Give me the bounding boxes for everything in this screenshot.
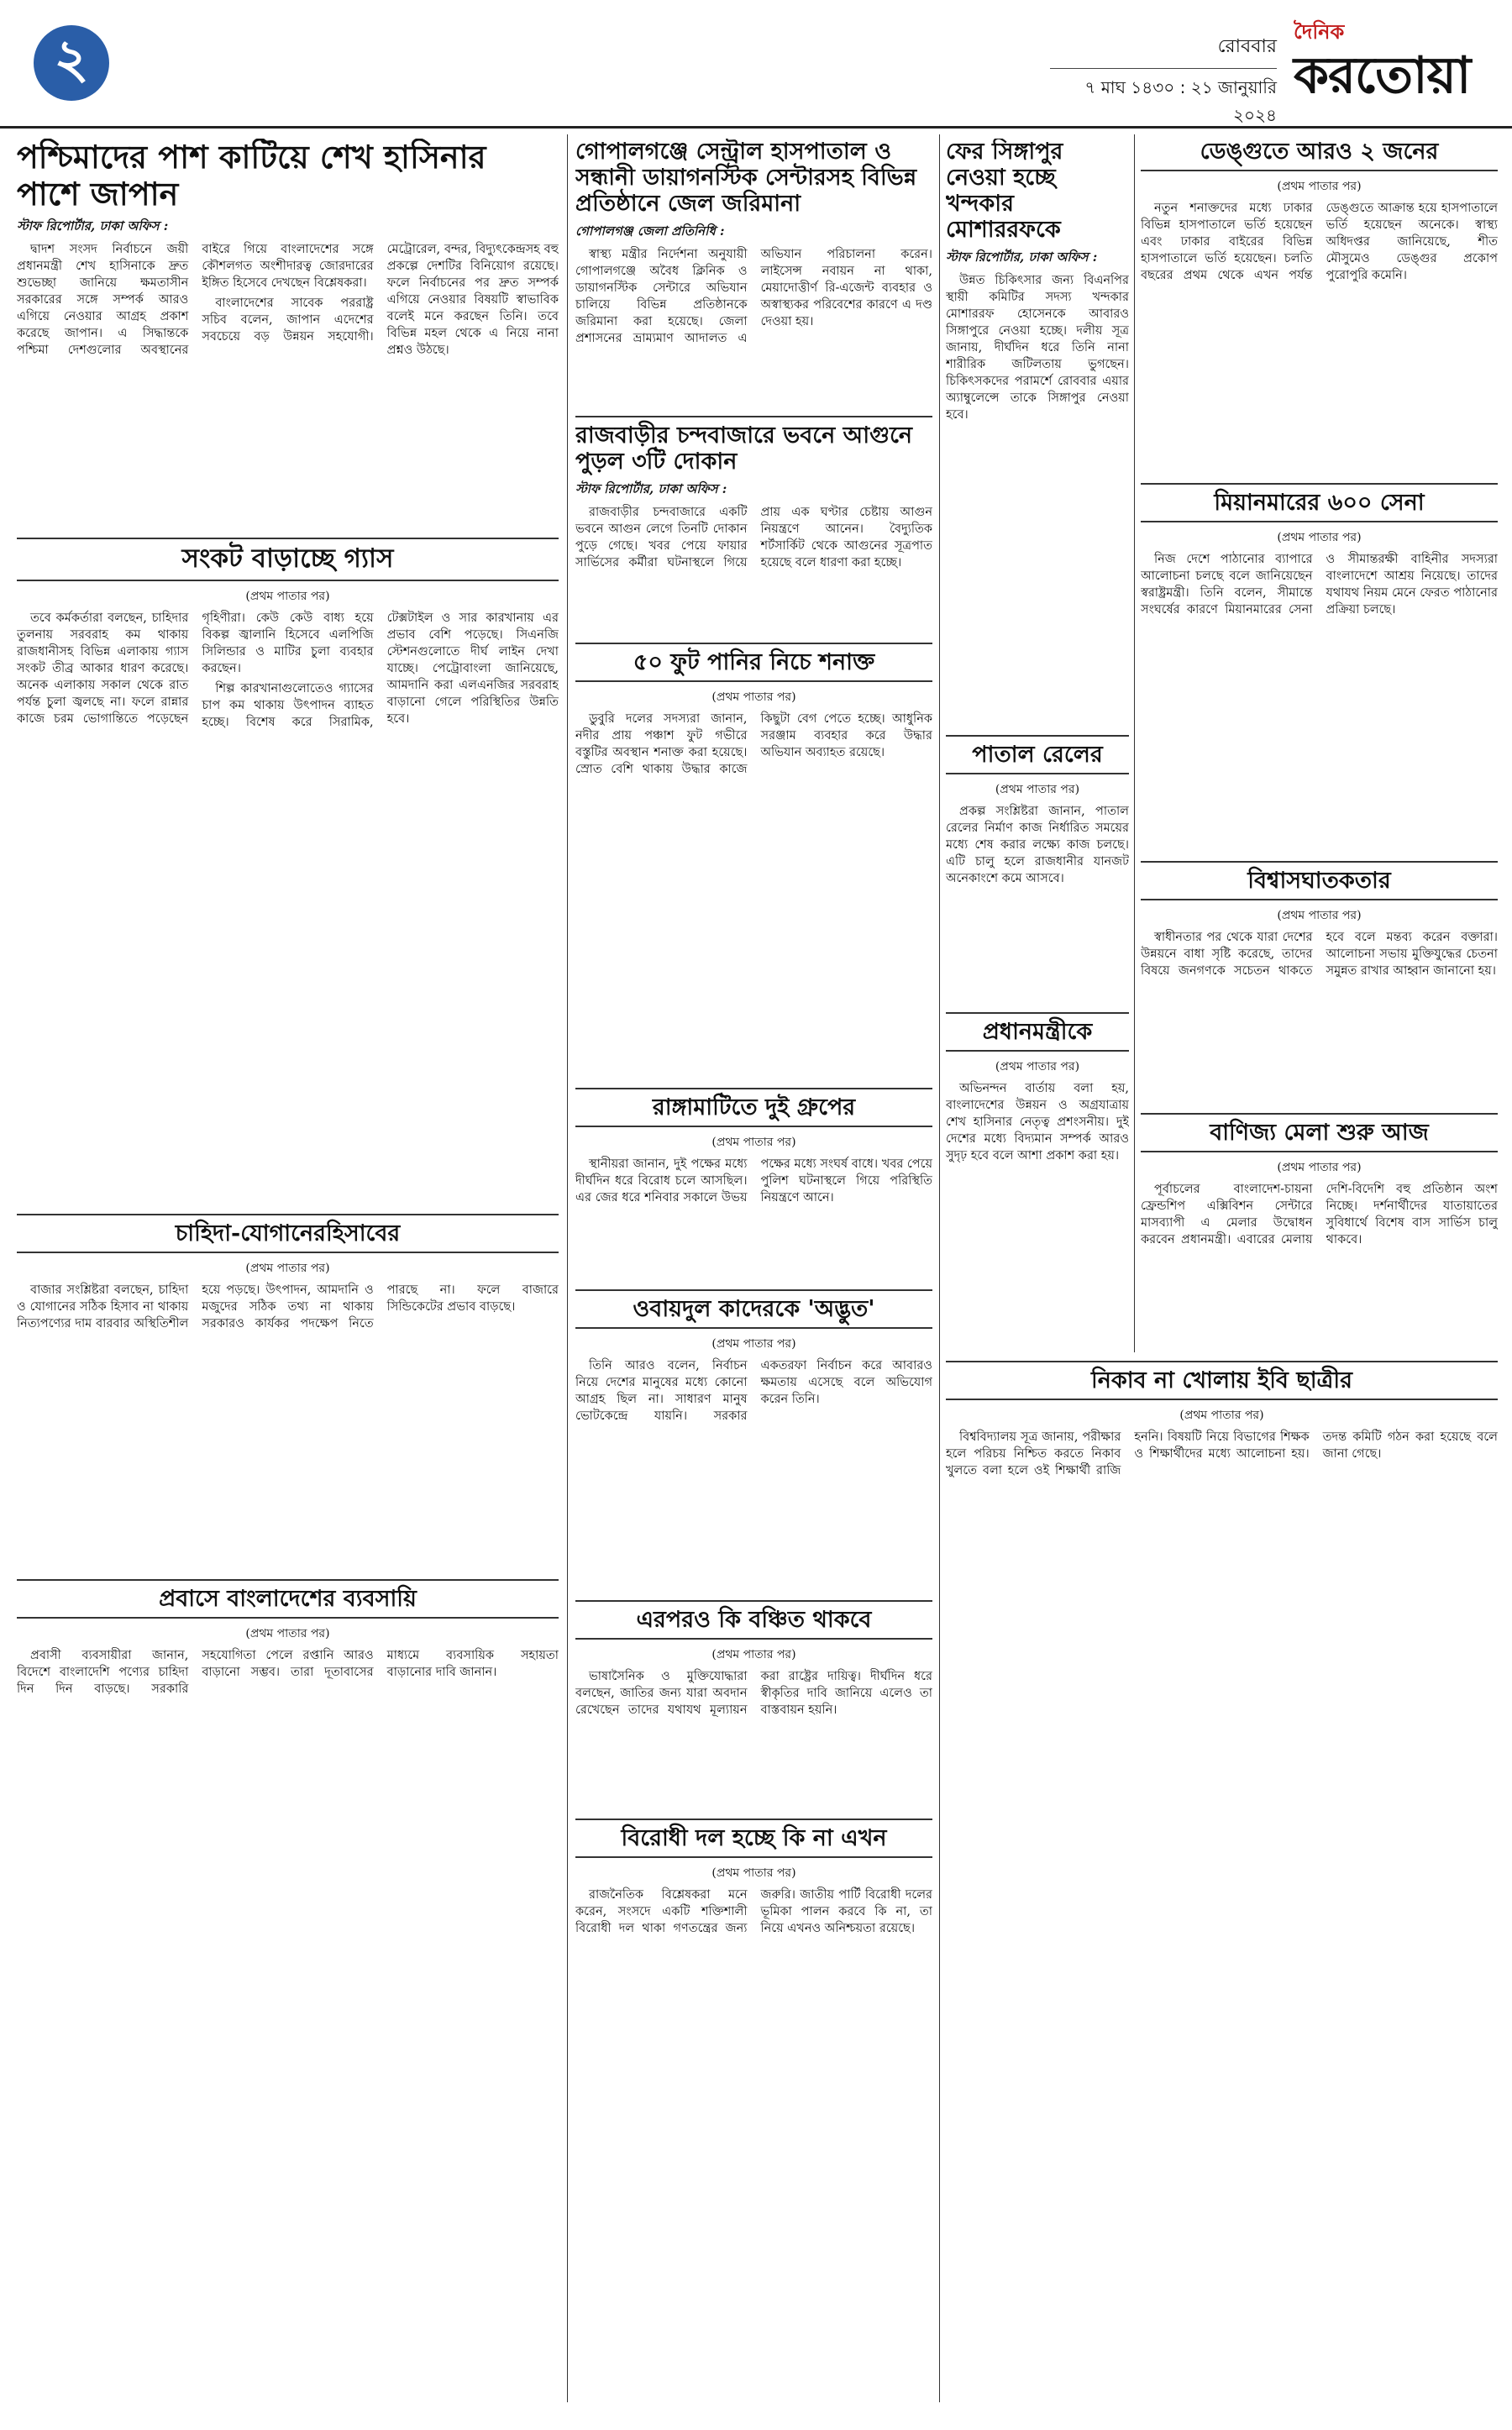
- story-myanmar: [1141, 483, 1498, 859]
- paragraph: বাজার সংশ্লিষ্টরা বলছেন, চাহিদা ও যোগানের সঠিক হিসাব না থাকায় নিত্যপণ্যের দাম বারবার অস্থিতিশীল হয়ে পড়ছে। উৎপাদন, আমদানি ও মজুদের সঠিক তথ্য না থাকায় সরকারও কার্যকর পদক্ষেপ নিতে পারছে না। ফলে বাজারে সিন্ডিকেটের প্রভাব বাড়ছে।: [17, 1283, 559, 1331]
- paragraph: ডুবুরি দলের সদস্যরা জানান, নদীর প্রায় পঞ্চাশ ফুট গভীরে বস্তুটির অবস্থান শনাক্ত করা হয়েছে। স্রোত বেশি থাকায় উদ্ধার কাজে কিছুটা বেগ পেতে হচ্ছে। আধুনিক সরঞ্জাম ব্যবহার করে উদ্ধার অভিযান অব্যাহত রয়েছে।: [575, 712, 932, 777]
- continued-label: (প্রথম পাতার পর): [1277, 531, 1362, 545]
- continued-label: (প্রথম পাতার পর): [1277, 909, 1362, 923]
- paragraph: শিল্প কারখানাগুলোতেও গ্যাসের চাপ কম থাকায় উৎপাদন ব্যাহত হচ্ছে। বিশেষ করে সিরামিক, টেক্সটাইল ও সার কারখানায় এর প্রভাব বেশি পড়েছে। সিএনজি স্টেশনগুলোতে দীর্ঘ লাইন দেখা যাচ্ছে। পেট্রোবাংলা জানিয়েছে, আমদানি করা এলএনজির সরবরাহ বাড়ানো গেলে পরিস্থিতির উন্নতি হবে।: [202, 611, 559, 729]
- story-rangamati: [575, 1088, 932, 1288]
- story-rajbari: [575, 416, 932, 641]
- headline: গোপালগঞ্জে সেন্ট্রাল হাসপাতাল ও সন্ধানী ডায়াগনস্টিক সেন্টারসহ বিভিন্ন প্রতিষ্ঠানে জেল জরিমানা: [575, 139, 917, 218]
- paragraph: বাংলাদেশের সাবেক পররাষ্ট্র সচিব বলেন, জাপান এদেশের সবচেয়ে বড় উন্নয়ন সহযোগী। মেট্রোরেল, বন্দর, বিদ্যুৎকেন্দ্রসহ বহু প্রকল্পে দেশটির বিনিয়োগ রয়েছে। ফলে নির্বাচনের পর দ্রুত সম্পর্ক এগিয়ে নেওয়ার বিষয়টি স্বাভাবিক বলেই মনে করছেন তিনি। তবে বিভিন্ন মহল থেকে এ নিয়ে নানা প্রশ্নও উঠছে।: [202, 243, 559, 358]
- story-probash: [17, 1579, 559, 2056]
- headline: চাহিদা-যোগানেরহিসাবের: [175, 1220, 401, 1246]
- paragraph: স্থানীয়রা জানান, দুই পক্ষের মধ্যে দীর্ঘদিন ধরে বিরোধ চলে আসছিল। এর জের ধরে শনিবার সকালে উভয় পক্ষের মধ্যে সংঘর্ষ বাধে। খবর পেয়ে পুলিশ ঘটনাস্থলে গিয়ে পরিস্থিতি নিয়ন্ত্রণে আনে।: [575, 1157, 932, 1205]
- paragraph: নিজ দেশে পাঠানোর ব্যাপারে আলোচনা চলছে বলে জানিয়েছেন স্বরাষ্ট্রমন্ত্রী। তিনি বলেন, সীমান্তে সংঘর্ষের কারণে মিয়ানমারের সেনা ও সীমান্তরক্ষী বাহিনীর সদস্যরা বাংলাদেশে আশ্রয় নিয়েছে। তাদের যথাযথ নিয়ম মেনে ফেরত পাঠানোর প্রক্রিয়া চলছে।: [1141, 553, 1498, 617]
- story-pm: [946, 1012, 1129, 1355]
- story-banijya: [1141, 1113, 1498, 1355]
- headline: রাঙ্গামাটিতে দুই গ্রুপের: [652, 1094, 856, 1121]
- headline: বিশ্বাসঘাতকতার: [1247, 868, 1391, 894]
- byline: স্টাফ রিপোর্টার, ঢাকা অফিস :: [946, 249, 1098, 265]
- headline: সংকট বাড়াচ্ছে গ্যাস: [181, 543, 394, 574]
- byline: গোপালগঞ্জ জেলা প্রতিনিধি :: [575, 223, 725, 239]
- story-birodhi: [575, 1819, 932, 2077]
- paragraph: ভাষাসৈনিক ও মুক্তিযোদ্ধারা বলছেন, জাতির জন্য যারা অবদান রেখেছেন তাদের যথাযথ মূল্যায়ন করা রাষ্ট্রের দায়িত্ব। দীর্ঘদিন ধরে স্বীকৃতির দাবি জানিয়ে এলেও তা বাস্তবায়ন হয়নি।: [575, 1670, 932, 1718]
- paragraph: স্বাধীনতার পর থেকে যারা দেশের উন্নয়নে বাধা সৃষ্টি করেছে, তাদের বিষয়ে জনগণকে সচেতন থাকতে হবে বলে মন্তব্য করেন বক্তারা। আলোচনা সভায় মুক্তিযুদ্ধের চেতনা সমুন্নত রাখার আহ্বান জানানো হয়।: [1141, 931, 1498, 979]
- continued-label: (প্রথম পাতার পর): [995, 783, 1080, 797]
- story-gas: [17, 538, 559, 1204]
- column-divider: [567, 134, 568, 2402]
- headline: প্রধানমন্ত্রীকে: [982, 1019, 1093, 1045]
- paragraph: পূর্বাচলের বাংলাদেশ-চায়না ফ্রেন্ডশিপ এক্সিবিশন সেন্টারে মাসব্যাপী এ মেলার উদ্বোধন করবেন প্রধানমন্ত্রী। এবারের মেলায় দেশি-বিদেশি বহু প্রতিষ্ঠান অংশ নিচ্ছে। দর্শনার্থীদের যাতায়াতের সুবিধার্থে বিশেষ বাস সার্ভিস চালু থাকবে।: [1141, 1183, 1498, 1247]
- headline: ওবায়দুল কাদেরকে 'অদ্ভুত': [633, 1296, 875, 1322]
- story-gopalganj: [575, 139, 932, 407]
- story-nikab: [946, 1361, 1498, 2090]
- day-name: রোববার: [1050, 32, 1277, 69]
- date-box: [1050, 32, 1277, 131]
- continued-label: (প্রথম পাতার পর): [711, 690, 796, 705]
- paragraph: বিশ্ববিদ্যালয় সূত্র জানায়, পরীক্ষার হলে পরিচয় নিশ্চিত করতে নিকাব খুলতে বলা হলে ওই শিক্ষার্থী রাজি হননি। বিষয়টি নিয়ে বিভাগের শিক্ষক ও শিক্ষার্থীদের মধ্যে আলোচনা হয়। তদন্ত কমিটি গঠন করা হয়েছে বলে জানা গেছে।: [946, 1430, 1498, 1478]
- headline: প্রবাসে বাংলাদেশের ব্যবসায়ি: [159, 1586, 417, 1612]
- paragraph: প্রবাসী ব্যবসায়ীরা জানান, বিদেশে বাংলাদেশি পণ্যের চাহিদা দিন দিন বাড়ছে। সরকারি সহযোগিতা পেলে রপ্তানি আরও বাড়ানো সম্ভব। তারা দূতাবাসের মাধ্যমে ব্যবসায়িক সহায়তা বাড়ানোর দাবি জানান।: [17, 1649, 559, 1697]
- continued-label: (প্রথম পাতার পর): [245, 1627, 330, 1641]
- headline: ডেঙ্গুতে আরও ২ জনের: [1200, 139, 1439, 165]
- date-line: ৭ মাঘ ১৪৩০ : ২১ জানুয়ারি ২০২৪: [1084, 77, 1277, 125]
- continued-label: (প্রথম পাতার পর): [711, 1648, 796, 1662]
- continued-label: (প্রথম পাতার পর): [711, 1136, 796, 1150]
- paragraph: নতুন শনাক্তদের মধ্যে ঢাকার বিভিন্ন হাসপাতালে ভর্তি হয়েছেন এবং ঢাকার বাইরের বিভিন্ন হাসপাতালে ভর্তি হয়েছেন। চলতি বছরের প্রথম থেকে এখন পর্যন্ত ডেঙ্গুতে আক্রান্ত হয়ে হাসপাতালে ভর্তি হয়েছেন অনেকে। স্বাস্থ্য অধিদপ্তর জানিয়েছে, শীত মৌসুমেও ডেঙ্গুর প্রকোপ পুরোপুরি কমেনি।: [1141, 202, 1498, 283]
- continued-label: (প্রথম পাতার পর): [1277, 180, 1362, 194]
- byline: স্টাফ রিপোর্টার, ঢাকা অফিস :: [17, 218, 169, 234]
- continued-label: (প্রথম পাতার পর): [711, 1337, 796, 1351]
- continued-label: (প্রথম পাতার পর): [245, 589, 330, 603]
- page-number: ২: [34, 25, 109, 101]
- headline: নিকাব না খোলায় ইবি ছাত্রীর: [1091, 1367, 1352, 1393]
- paragraph: স্বাস্থ্য মন্ত্রীর নির্দেশনা অনুযায়ী গোপালগঞ্জে অবৈধ ক্লিনিক ও ডায়াগনস্টিক সেন্টারে অভিযান চালিয়ে বিভিন্ন প্রতিষ্ঠানকে জরিমানা করা হয়েছে। জেলা প্রশাসনের ভ্রাম্যমাণ আদালত এ অভিযান পরিচালনা করেন। লাইসেন্স নবায়ন না থাকা, মেয়াদোত্তীর্ণ রি-এজেন্ট ব্যবহার ও অস্বাস্থ্যকর পরিবেশের কারণে এ দণ্ড দেওয়া হয়।: [575, 248, 932, 346]
- paragraph: দ্বাদশ সংসদ নির্বাচনে জয়ী প্রধানমন্ত্রী শেখ হাসিনাকে দ্রুত শুভেচ্ছা জানিয়ে ক্ষমতাসীন সরকারের সঙ্গে সম্পর্ক আরও এগিয়ে নেওয়ার আগ্রহ প্রকাশ করেছে জাপান। এ সিদ্ধান্তকে পশ্চিমা দেশগুলোর অবস্থানের বাইরে গিয়ে বাংলাদেশের সঙ্গে কৌশলগত অংশীদারত্ব জোরদারের ইঙ্গিত হিসেবে দেখছেন বিশ্লেষকরা।: [17, 243, 374, 358]
- story-bishwas: [1141, 861, 1498, 1111]
- continued-label: (প্রথম পাতার পর): [245, 1262, 330, 1276]
- column-divider: [939, 134, 940, 2402]
- continued-label: (প্রথম পাতার পর): [1277, 1161, 1362, 1175]
- newspaper-logo: [1294, 17, 1487, 105]
- masthead: [0, 0, 1512, 129]
- headline: পশ্চিমাদের পাশ কাটিয়ে শেখ হাসিনার পাশে জাপান: [17, 139, 486, 213]
- paragraph: রাজবাড়ীর চন্দবাজারে একটি ভবনে আগুন লেগে তিনটি দোকান পুড়ে গেছে। খবর পেয়ে ফায়ার সার্ভিসের কর্মীরা ঘটনাস্থলে গিয়ে প্রায় এক ঘণ্টার চেষ্টায় আগুন নিয়ন্ত্রণে আনেন। বৈদ্যুতিক শর্টসার্কিট থেকে আগুনের সূত্রপাত হয়েছে বলে ধারণা করা হচ্ছে।: [575, 506, 932, 570]
- story-singapore: [946, 139, 1129, 727]
- logo-title: করতোয়া: [1294, 46, 1471, 105]
- continued-label: (প্রথম পাতার পর): [995, 1060, 1080, 1074]
- column-divider: [1134, 134, 1135, 1352]
- story-chahida: [17, 1214, 559, 1573]
- paragraph: তবে কর্মকর্তারা বলছেন, চাহিদার তুলনায় সরবরাহ কম থাকায় রাজধানীসহ বিভিন্ন এলাকায় গ্যাস সংকট তীব্র আকার ধারণ করেছে। অনেক এলাকায় সকাল থেকে রাত পর্যন্ত চুলা জ্বলছে না। ফলে রান্নার কাজে চরম ভোগান্তিতে পড়েছেন গৃহিণীরা। কেউ কেউ বাধ্য হয়ে বিকল্প জ্বালানি হিসেবে এলপিজি সিলিন্ডার ও মাটির চুলা ব্যবহার করছেন।: [17, 611, 374, 726]
- paragraph: তিনি আরও বলেন, নির্বাচন নিয়ে দেশের মানুষের মধ্যে কোনো আগ্রহ ছিল না। সাধারণ মানুষ ভোটকেন্দ্রে যায়নি। সরকার একতরফা নির্বাচন করে আবারও ক্ষমতায় এসেছে বলে অভিযোগ করেন তিনি।: [575, 1359, 932, 1424]
- story-obaidul: [575, 1289, 932, 1598]
- continued-label: (প্রথম পাতার পর): [711, 1866, 796, 1881]
- headline: বিরোধী দল হচ্ছে কি না এখন: [621, 1825, 887, 1851]
- paragraph: উন্নত চিকিৎসার জন্য বিএনপির স্থায়ী কমিটির সদস্য খন্দকার মোশাররফ হোসেনকে আবারও সিঙ্গাপুরে নেওয়া হচ্ছে। দলীয় সূত্র জানায়, দীর্ঘদিন ধরে তিনি নানা শারীরিক জটিলতায় ভুগছেন। চিকিৎসকদের পরামর্শে রোববার এয়ার অ্যাম্বুলেন্সে তাকে সিঙ্গাপুর নেওয়া হবে।: [946, 274, 1129, 422]
- story-fifty-feet: [575, 643, 932, 1086]
- continued-label: (প্রথম পাতার পর): [1179, 1409, 1264, 1423]
- headline: ৫০ ফুট পানির নিচে শনাক্ত: [633, 649, 875, 675]
- byline: স্টাফ রিপোর্টার, ঢাকা অফিস :: [575, 481, 727, 497]
- story-erpor: [575, 1600, 932, 1817]
- story-japan: [17, 139, 559, 529]
- paragraph: প্রকল্প সংশ্লিষ্টরা জানান, পাতাল রেলের নির্মাণ কাজ নির্ধারিত সময়ের মধ্যে শেষ করার লক্ষ্যে কাজ চলছে। এটি চালু হলে রাজধানীর যানজট অনেকাংশে কমে আসবে।: [946, 805, 1129, 886]
- logo-prefix: দৈনিক: [1294, 20, 1345, 44]
- headline: এরপরও কি বঞ্চিত থাকবে: [636, 1607, 872, 1633]
- paragraph: রাজনৈতিক বিশ্লেষকরা মনে করেন, সংসদে একটি শক্তিশালী বিরোধী দল থাকা গণতন্ত্রের জন্য জরুরি। জাতীয় পার্টি বিরোধী দলের ভূমিকা পালন করবে কি না, তা নিয়ে এখনও অনিশ্চয়তা রয়েছে।: [575, 1888, 932, 1936]
- headline: বাণিজ্য মেলা শুরু আজ: [1210, 1120, 1429, 1146]
- headline: রাজবাড়ীর চন্দবাজারে ভবনে আগুনে পুড়ল ৩টি দোকান: [575, 422, 913, 475]
- paragraph: অভিনন্দন বার্তায় বলা হয়, বাংলাদেশের উন্নয়ন ও অগ্রযাত্রায় শেখ হাসিনার নেতৃত্ব প্রশংসনীয়। দুই দেশের মধ্যে বিদ্যমান সম্পর্ক আরও সুদৃঢ় হবে বলে আশা প্রকাশ করা হয়।: [946, 1082, 1129, 1163]
- story-patal: [946, 735, 1129, 1010]
- story-dengue: [1141, 139, 1498, 475]
- headline: মিয়ানমারের ৬০০ সেনা: [1214, 490, 1425, 516]
- headline: ফের সিঙ্গাপুর নেওয়া হচ্ছে খন্দকার মোশাররফকে: [946, 139, 1063, 244]
- headline: পাতাল রেলের: [972, 742, 1103, 768]
